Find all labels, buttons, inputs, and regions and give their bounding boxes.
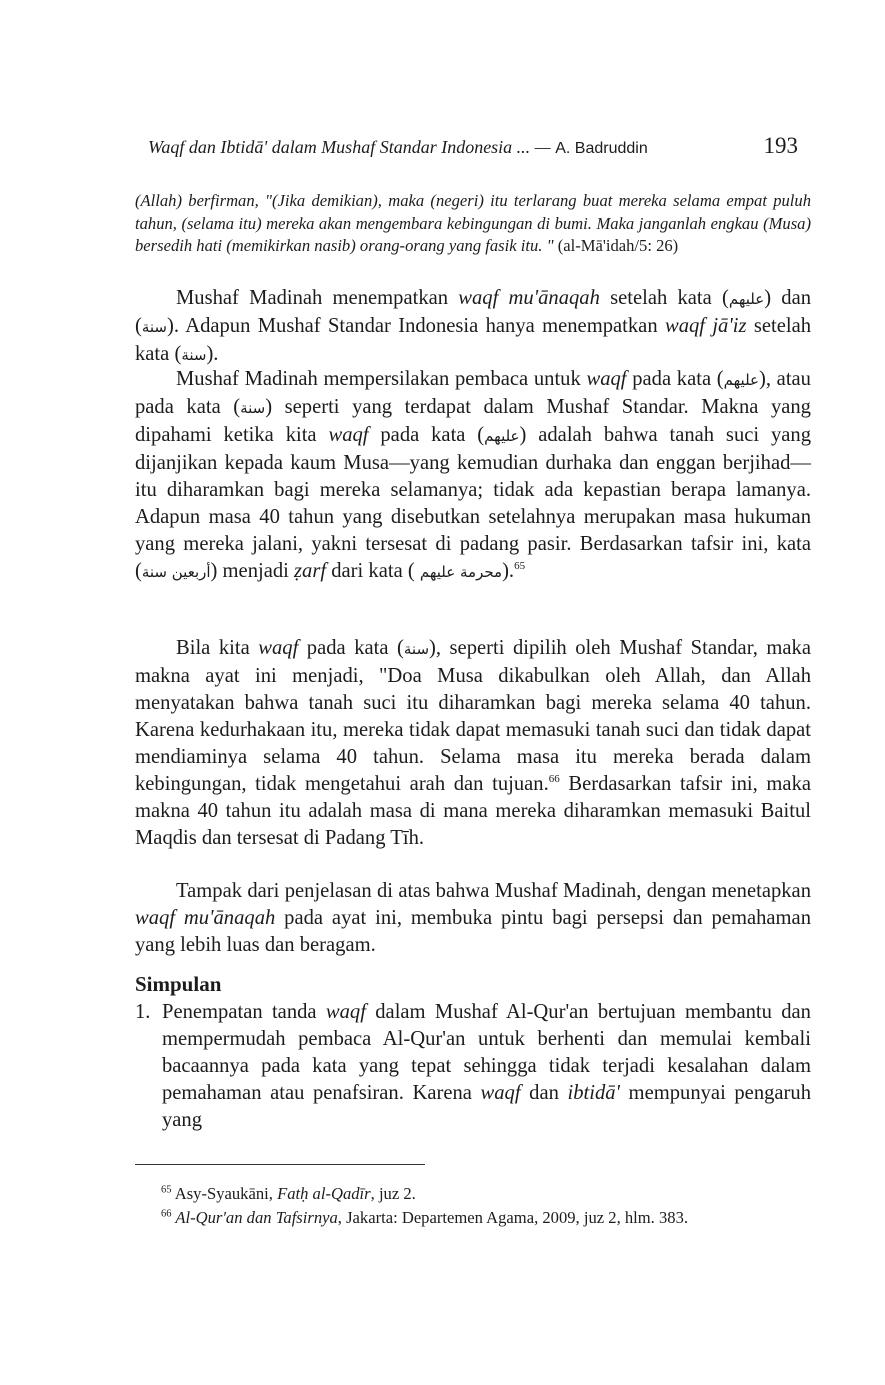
li-term: waqf bbox=[325, 1001, 366, 1023]
p4-term: waqf mu'ānaqah bbox=[135, 907, 276, 929]
arabic-word: عليهم bbox=[723, 371, 759, 389]
p4-text: Tampak dari penjelasan di atas bahwa Mushaf Madinah, dengan menetapkan bbox=[176, 880, 811, 902]
running-title bbox=[148, 137, 648, 158]
arabic-word: عليهم bbox=[728, 290, 765, 308]
p1-text: ) dan ( bbox=[135, 287, 812, 337]
arabic-word: سنة bbox=[141, 318, 167, 336]
running-author: A. Badruddin bbox=[555, 140, 648, 157]
p3-text: ), seperti dipilih oleh Mushaf Standar, maka makna ayat ini menjadi, "Doa Musa dikabulkan oleh Allah, dan Allah menyatakan bahwa tanah suci itu diharamkan bagi mereka selama 40 tahun. Karena kedurhakaan itu, mereka tidak dapat memasuki tanah suci dan tidak dapat mendiaminya selama 40 tahun. Selama masa itu mereka berada dalam kebingungan, tidak mengetahui arah dan tujuan. bbox=[135, 637, 811, 795]
running-header bbox=[148, 133, 798, 163]
li-text: dalam Mushaf Al-Qur'an bertujuan membantu dan mempermudah pembaca Al-Qur'an untuk berhenti dan memulai kembali bacaannya pada kata yang tepat sehingga tidak terjadi kesalahan dalam pemahaman atau penafsiran. Karena bbox=[162, 1001, 811, 1104]
footnote-divider bbox=[135, 1164, 425, 1165]
p2-text: pada kata ( bbox=[626, 368, 724, 390]
p2-text: pada kata ( bbox=[368, 424, 485, 446]
p1-text: ). Adapun Mushaf Standar Indonesia hanya menempatkan bbox=[167, 315, 665, 337]
p3-term: waqf bbox=[258, 637, 299, 659]
p2-text: ) adalah bahwa tanah suci yang dijanjikan kepada kaum Musa—yang kemudian durhaka dan enggan berjihad—itu diharamkan bagi mereka selamanya; tidak ada kepastian berapa lamanya. Adapun masa 40 tahun yang disebutkan setelahnya merupakan masa hukuman yang mereka jalani, yakni tersesat di padang pasir. Berdasarkan tafsir ini, kata ( bbox=[135, 424, 812, 582]
section-heading: Simpulan bbox=[135, 972, 222, 996]
footnote-text: Asy-Syaukāni, bbox=[171, 1184, 278, 1203]
arabic-word: أربعين سنة bbox=[141, 563, 211, 581]
footnote-text: , Jakarta: Departemen Agama, 2009, juz 2, hlm. 383. bbox=[337, 1208, 689, 1227]
arabic-word: عليهم bbox=[484, 427, 520, 445]
p1-text: Mushaf Madinah menempatkan bbox=[176, 287, 459, 309]
p2-term: waqf bbox=[586, 368, 627, 390]
footnote-66 bbox=[135, 1207, 811, 1228]
footnote-ref: 66 bbox=[548, 773, 560, 786]
p2-text: Mushaf Madinah mempersilakan pembaca untuk bbox=[176, 368, 587, 390]
p2-term: ẓarf bbox=[294, 560, 327, 582]
quote-text: (Allah) berfirman, "(Jika demikian), maka (negeri) itu terlarang buat mereka selama empat puluh tahun, (selama itu) mereka akan mengembara kebingungan di bumi. Maka janganlah engkau (Musa) bersedih hati (memikirkan nasib) orang-orang yang fasik itu. " bbox=[135, 191, 811, 255]
p2-term: waqf bbox=[328, 424, 369, 446]
arabic-word: سنة bbox=[403, 640, 430, 658]
p2-text: ), atau pada kata ( bbox=[135, 368, 811, 418]
running-title-text: Waqf dan Ibtidā' dalam Mushaf Standar Indonesia ... — bbox=[148, 137, 551, 157]
p1-term: waqf mu'ānaqah bbox=[458, 287, 600, 309]
p1-text: ). bbox=[206, 343, 219, 365]
paragraph-3 bbox=[135, 635, 811, 852]
verse-translation-quote bbox=[135, 190, 811, 258]
footnote-title: Fatḥ al-Qadīr bbox=[277, 1184, 371, 1203]
p1-text: setelah kata ( bbox=[135, 315, 812, 365]
footnote-number: 65 bbox=[161, 1184, 172, 1196]
p2-text: dari kata ( bbox=[326, 560, 420, 582]
p1-term: waqf jā'iz bbox=[664, 315, 747, 337]
arabic-phrase bbox=[420, 563, 502, 581]
paragraph-4 bbox=[135, 878, 811, 959]
quote-reference: (al-Mā'idah/5: 26) bbox=[557, 236, 679, 255]
li-term: ibtidā' bbox=[567, 1082, 620, 1104]
p2-text: ). bbox=[502, 560, 515, 582]
p1-text: setelah kata ( bbox=[599, 287, 729, 309]
footnote-65 bbox=[135, 1183, 811, 1204]
arabic-word: عليهم bbox=[419, 563, 456, 581]
arabic-word: سنة bbox=[240, 399, 266, 417]
p3-text: Berdasarkan tafsir ini, maka makna 40 tahun itu adalah masa di mana mereka diharamkan memasuki Baitul Maqdis dan tersesat di Padang Tīh. bbox=[135, 773, 812, 849]
li-text: mempunyai pengaruh yang bbox=[162, 1082, 811, 1131]
li-text: Penempatan tanda bbox=[162, 1001, 326, 1023]
list-item-text bbox=[162, 999, 811, 1134]
list-item-number: 1. bbox=[135, 1001, 151, 1023]
footnote-title: Al-Qur'an dan Tafsirnya bbox=[171, 1208, 338, 1227]
paragraph-2 bbox=[135, 366, 811, 586]
footnote-text: , juz 2. bbox=[370, 1184, 416, 1203]
footnote-number: 66 bbox=[161, 1208, 172, 1220]
p4-text: pada ayat ini, membuka pintu bagi persepsi dan pemahaman yang lebih luas dan beragam. bbox=[135, 907, 811, 956]
page-number: 193 bbox=[763, 133, 798, 158]
p2-text: ) menjadi bbox=[210, 560, 295, 582]
p3-text: Bila kita bbox=[176, 637, 259, 659]
paragraph-1 bbox=[135, 285, 811, 369]
p3-text: pada kata ( bbox=[298, 637, 404, 659]
footnote-ref: 65 bbox=[514, 560, 526, 573]
li-text: dan bbox=[520, 1082, 568, 1104]
p2-text: ) seperti yang terdapat dalam Mushaf Standar. Makna yang dipahami ketika kita bbox=[135, 396, 811, 446]
arabic-word: محرمة bbox=[460, 563, 503, 581]
li-term: waqf bbox=[480, 1082, 521, 1104]
arabic-word: سنة bbox=[181, 346, 207, 364]
